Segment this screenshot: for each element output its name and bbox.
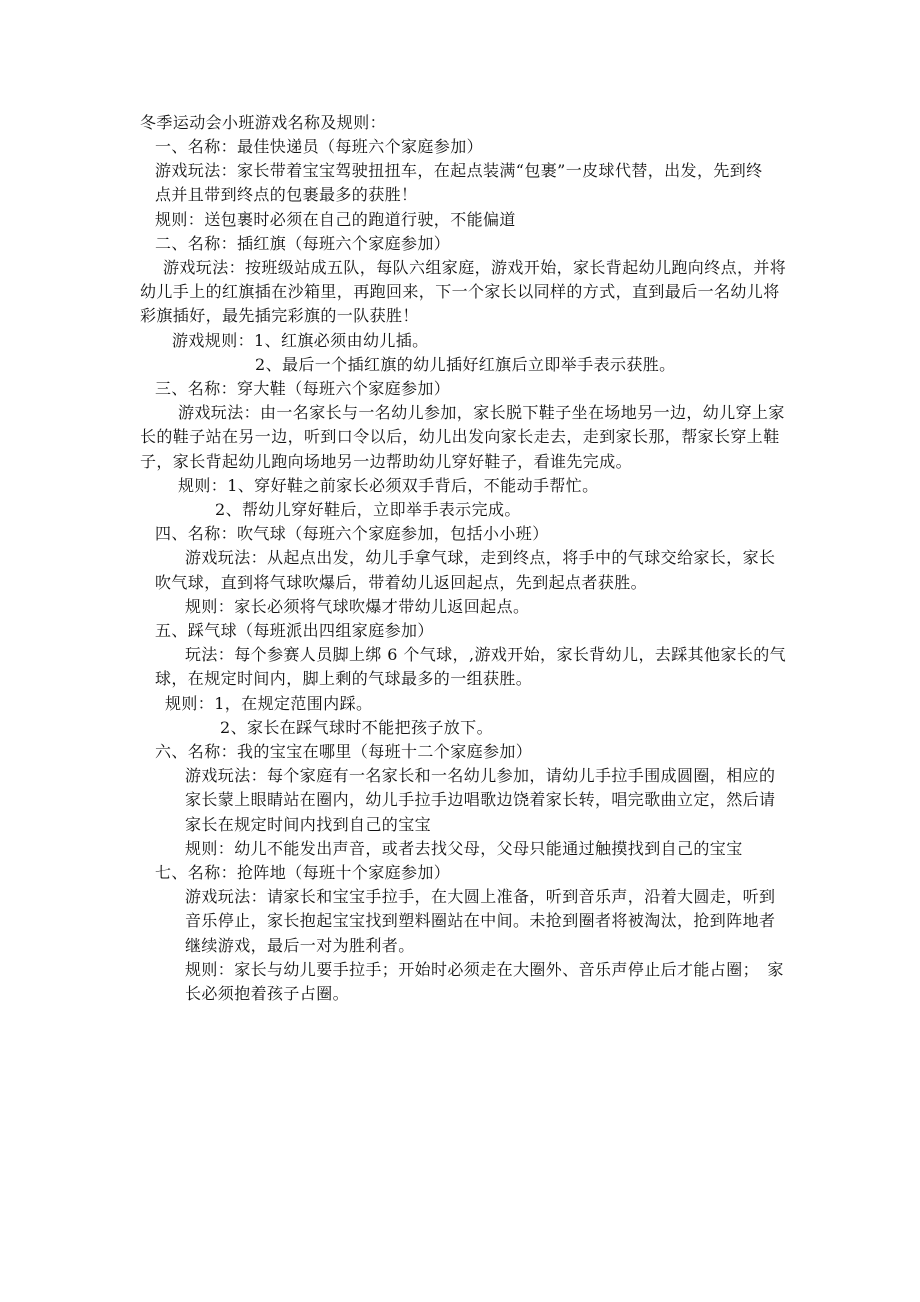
- document-line: 继续游戏，最后一对为胜利者。: [185, 935, 415, 955]
- document-line: 规则：1，在规定范围内踩。: [165, 693, 373, 713]
- document-line: 三、名称：穿大鞋（每班六个家庭参加）: [155, 379, 451, 398]
- document-line: 游戏玩法：按班级站成五队，每队六组家庭，游戏开始，家长背起幼儿跑向终点，并将: [163, 258, 787, 277]
- document-line: 吹气球，直到将气球吹爆后，带着幼儿返回起点，先到起点者获胜。: [155, 572, 648, 592]
- document-line: 家长蒙上眼睛站在圈内，幼儿手拉手边唱歌边饶着家长转，唱完歌曲立定，然后请: [185, 790, 776, 810]
- document-line: 音乐停止，家长抱起宝宝找到塑料圈站在中间。未抢到圈者将被淘汰，抢到阵地者: [185, 911, 776, 931]
- document-line: 游戏玩法：家长带着宝宝驾驶扭扭车，在起点装满“包裹”一皮球代替，出发，先到终: [155, 161, 763, 181]
- document-line: 规则：1、穿好鞋之前家长必须双手背后，不能动手帮忙。: [178, 475, 599, 495]
- document-line: 规则：幼儿不能发出声音，或者去找父母，父母只能通过触摸找到自己的宝宝: [185, 838, 743, 858]
- document-line: 点并且带到终点的包裹最多的获胜！: [155, 185, 418, 205]
- document-line: 子，家长背起幼儿跑向场地另一边帮助幼儿穿好鞋子，看谁先完成。: [140, 451, 633, 471]
- document-line: 2、帮幼儿穿好鞋后，立即举手表示完成。: [215, 500, 521, 519]
- document-line: 二、名称：插红旗（每班六个家庭参加）: [155, 233, 451, 253]
- document-line: 规则：家长与幼儿要手拉手；开始时必须走在大圈外、音乐声停止后才能占圈； 家: [185, 959, 784, 979]
- document-line: 规则：送包裹时必须在自己的跑道行驶，不能偏道: [155, 209, 516, 229]
- document-line: 幼儿手上的红旗插在沙箱里，再跑回来，下一个家长以同样的方式，直到最后一名幼儿将: [140, 282, 780, 302]
- document-line: 2、家长在踩气球时不能把孩子放下。: [220, 717, 493, 737]
- document-line: 球，在规定时间内，脚上剩的气球最多的一组获胜。: [155, 669, 533, 689]
- document-line: 七、名称：抢阵地（每班十个家庭参加）: [155, 863, 451, 882]
- document-line: 六、名称：我的宝宝在哪里（每班十二个家庭参加）: [155, 742, 533, 761]
- document-title: 冬季运动会小班游戏名称及规则：: [140, 113, 387, 132]
- document-line: 一、名称：最佳快递员（每班六个家庭参加）: [155, 137, 484, 156]
- document-line: 长必须抱着孩子占圈。: [185, 984, 350, 1003]
- document-line: 游戏玩法：由一名家长与一名幼儿参加，家长脱下鞋子坐在场地另一边，幼儿穿上家: [178, 403, 785, 423]
- document-line: 游戏玩法：请家长和宝宝手拉手，在大圆上准备，听到音乐声，沿着大圆走，听到: [185, 887, 776, 907]
- document-line: 家长在规定时间内找到自己的宝宝: [185, 814, 432, 834]
- document-line: 五、踩气球（每班派出四组家庭参加）: [155, 621, 434, 640]
- document-line: 游戏玩法：每个家庭有一名家长和一名幼儿参加，请幼儿手拉手围成圆圈，相应的: [185, 766, 776, 786]
- document-line: 四、名称：吹气球（每班六个家庭参加，包括小小班）: [155, 524, 549, 544]
- document-line: 长的鞋子站在另一边，听到口令以后，幼儿出发向家长走去，走到家长那，帮家长穿上鞋: [140, 427, 780, 447]
- document-line: 游戏玩法：从起点出发，幼儿手拿气球，走到终点，将手中的气球交给家长，家长: [185, 548, 776, 568]
- document-line: 2、最后一个插红旗的幼儿插好红旗后立即举手表示获胜。: [255, 354, 676, 374]
- document-line: 规则：家长必须将气球吹爆才带幼儿返回起点。: [185, 596, 530, 616]
- document-line: 玩法：每个参赛人员脚上绑 6 个气球，,游戏开始，家长背幼儿，去踩其他家长的气: [185, 645, 787, 665]
- document-line: 彩旗插好，最先插完彩旗的一队获胜！: [140, 306, 419, 326]
- document-line: 游戏规则：1、红旗必须由幼儿插。: [172, 330, 429, 350]
